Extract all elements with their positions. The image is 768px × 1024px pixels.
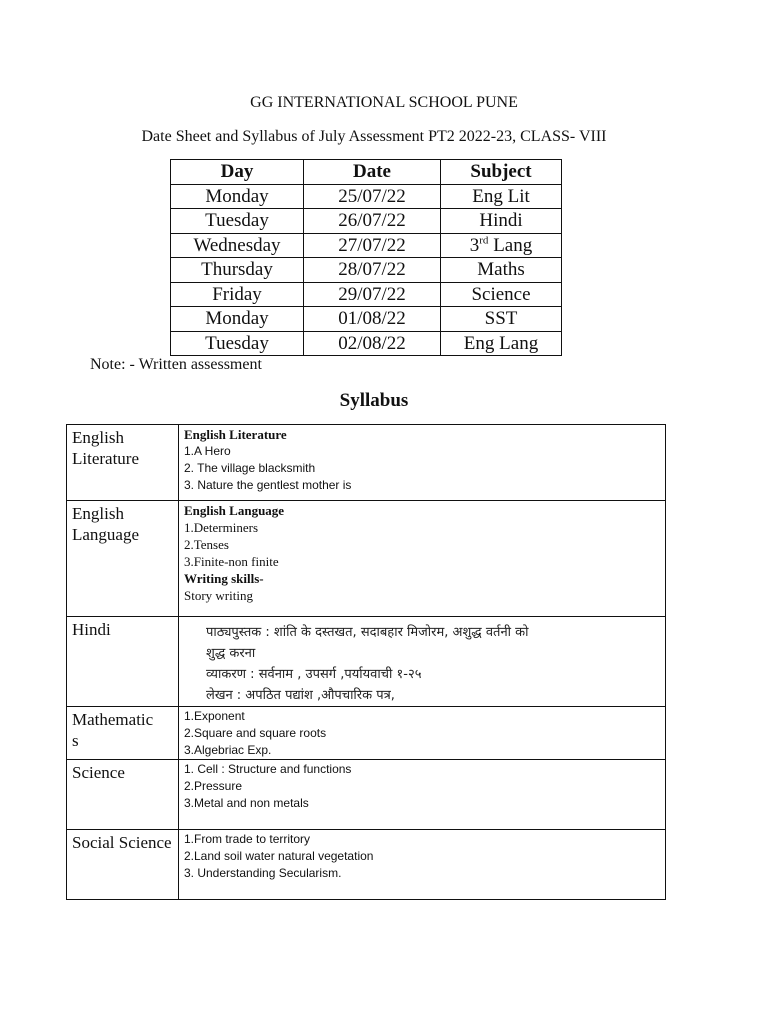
document-subtitle: Date Sheet and Syllabus of July Assessment PT2 2022-23, CLASS- VIII xyxy=(141,128,607,145)
hindi-topics xyxy=(184,618,661,706)
subject-cell: Maths xyxy=(441,258,562,283)
day-cell: Friday xyxy=(171,282,304,307)
table-row xyxy=(171,209,562,234)
syllabus-row-english-language xyxy=(67,501,666,617)
day-cell: Tuesday xyxy=(171,331,304,356)
table-row xyxy=(171,307,562,332)
table-row xyxy=(171,233,562,258)
subject-number: 3 xyxy=(469,234,480,256)
table-row xyxy=(171,282,562,307)
subject-cell: Hindi xyxy=(441,209,562,234)
syllabus-row-social-science xyxy=(67,830,666,900)
topic-heading: English Literature xyxy=(184,427,287,442)
topic-line: व्याकरण : सर्वनाम , उपसर्ग ,पर्यायवाची १-२५ xyxy=(206,667,422,682)
topic-item: Story writing xyxy=(184,588,253,603)
subject-cell xyxy=(441,233,562,258)
syllabus-row-mathematics xyxy=(67,707,666,760)
note-text: Note: - Written assessment xyxy=(90,356,262,373)
day-cell: Tuesday xyxy=(171,209,304,234)
column-header-subject: Subject xyxy=(441,160,562,185)
topics-cell xyxy=(179,501,666,617)
date-sheet-table xyxy=(170,159,562,356)
topic-item: 1. Cell : Structure and functions xyxy=(184,762,352,776)
ordinal-suffix: rd xyxy=(479,234,489,247)
subject-name-cell: English Literature xyxy=(67,425,179,501)
subject-cell: Eng Lit xyxy=(441,184,562,209)
topics-cell xyxy=(179,617,666,707)
subject-cell: Science xyxy=(441,282,562,307)
table-row xyxy=(171,258,562,283)
topic-item: 2.Tenses xyxy=(184,537,229,552)
syllabus-heading: Syllabus xyxy=(339,390,409,411)
column-header-day: Day xyxy=(171,160,304,185)
column-header-date: Date xyxy=(304,160,441,185)
date-cell: 26/07/22 xyxy=(304,209,441,234)
topics-cell xyxy=(179,425,666,501)
day-cell: Wednesday xyxy=(171,233,304,258)
subject-cell: Eng Lang xyxy=(441,331,562,356)
day-cell: Monday xyxy=(171,184,304,209)
day-cell: Monday xyxy=(171,307,304,332)
date-sheet-header-row xyxy=(171,160,562,185)
topics-cell xyxy=(179,760,666,830)
topic-item: 1.A Hero xyxy=(184,444,231,458)
topics-cell xyxy=(179,830,666,900)
subject-name-cell xyxy=(67,707,179,760)
topic-line: शुद्ध करना xyxy=(206,646,256,661)
school-name: GG INTERNATIONAL SCHOOL PUNE xyxy=(250,94,518,111)
topic-item: 2. The village blacksmith xyxy=(184,461,316,475)
syllabus-row-hindi xyxy=(67,617,666,707)
date-cell: 29/07/22 xyxy=(304,282,441,307)
topic-line: पाठ्यपुस्तक : शांति के दस्तखत, सदाबहार मिजोरम, अशुद्ध वर्तनी को xyxy=(206,625,529,640)
topic-item: 2.Square and square roots xyxy=(184,726,327,740)
day-cell: Thursday xyxy=(171,258,304,283)
topic-item: 3. Understanding Secularism. xyxy=(184,866,342,880)
topic-item: 3.Finite-non finite xyxy=(184,554,279,569)
topic-item: 1.Determiners xyxy=(184,520,259,535)
date-cell: 28/07/22 xyxy=(304,258,441,283)
subject-name-cell: Hindi xyxy=(67,617,179,707)
subject-name-cell: English Language xyxy=(67,501,179,617)
subject-cell: SST xyxy=(441,307,562,332)
topic-item: 2.Land soil water natural vegetation xyxy=(184,849,374,863)
table-row xyxy=(171,184,562,209)
topic-heading: English Language xyxy=(184,503,285,518)
syllabus-row-english-literature xyxy=(67,425,666,501)
topic-subheading: Writing skills- xyxy=(184,571,264,586)
topics-cell xyxy=(179,707,666,760)
table-row xyxy=(171,331,562,356)
subject-name: Lang xyxy=(488,234,533,256)
topic-line: लेखन : अपठित पद्यांश ,औपचारिक पत्र, xyxy=(206,688,395,703)
topic-item: 1.From trade to territory xyxy=(184,832,311,846)
date-cell: 27/07/22 xyxy=(304,233,441,258)
date-cell: 01/08/22 xyxy=(304,307,441,332)
topic-item: 3. Nature the gentlest mother is xyxy=(184,478,352,492)
subject-name-cell: Social Science xyxy=(67,830,179,900)
subject-name-cell: Science xyxy=(67,760,179,830)
date-cell: 25/07/22 xyxy=(304,184,441,209)
topic-item: 3.Metal and non metals xyxy=(184,796,309,810)
subject-name-line: Mathematic xyxy=(72,710,154,729)
subject-name-line: s xyxy=(72,731,79,750)
syllabus-table xyxy=(66,424,666,900)
topic-item: 1.Exponent xyxy=(184,709,245,723)
topic-item: 2.Pressure xyxy=(184,779,243,793)
topic-item: 3.Algebriac Exp. xyxy=(184,743,272,757)
syllabus-row-science xyxy=(67,760,666,830)
date-cell: 02/08/22 xyxy=(304,331,441,356)
